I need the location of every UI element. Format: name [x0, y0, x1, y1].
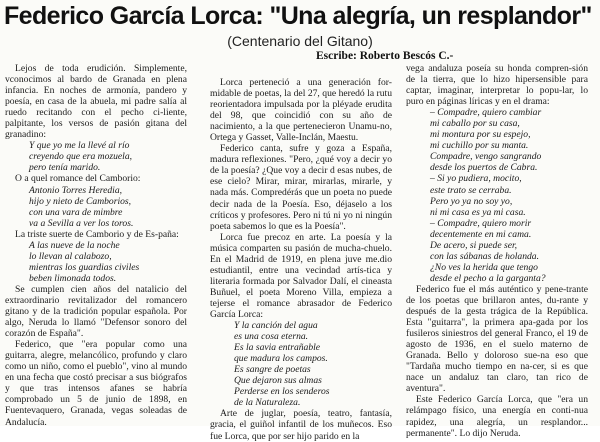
- paragraph: O a quel romance del Camborio:: [15, 173, 141, 185]
- article-column-3: [406, 63, 588, 439]
- verse-line: lo llevan al calabozo,: [29, 250, 112, 262]
- paragraph: Lorca fue precoz en arte. La poesía y la música comparten su pasión de mucha-chuelo. En el Madrid de 1919, en plena juve me.dio estudiantil, entre una vecindad artís-tica y literaria formada por Salvador Dalí, el cineasta Buñuel, el poeta Moreno Villa, empieza a tejerse el romance abrasador de Federico García Lorca:: [210, 231, 392, 320]
- verse-line: ni mi casa es ya mi casa.: [430, 206, 526, 218]
- paragraph: Arte de juglar, poesía, teatro, fantasía, gracia, el guiñol infantil de los muñecos. Eso fue Lorca, que por ser hijo parido en la: [210, 408, 392, 442]
- paragraph: Lorca perteneció a una generación for-midable de poetas, la del 27, que heredó la rutu reorientadora impulsada por la pléyade erudita del 98, que coincidió con su año de nacimiento, a la que pertenecieron Unamu-no, Ortega y Gasset, Valle-Inclán, Maestu.: [210, 77, 392, 144]
- verse-line: hijo y nieto de Camborios,: [29, 195, 132, 207]
- verse-line: con las sábanas de holanda.: [430, 250, 539, 262]
- verse-line: mi cuchillo por su manta.: [430, 140, 529, 152]
- subtitle: (Centenario del Gitano): [227, 33, 373, 49]
- verse-line: A las nueve de la noche: [29, 239, 120, 251]
- verse-line: – Compadre, quiero morir: [430, 217, 532, 229]
- verse-line: que madura los campos.: [234, 353, 328, 365]
- verse-line: va a Sevilla a ver los toros.: [29, 217, 134, 229]
- verse-line: desde los puertos de Cabra.: [430, 162, 538, 174]
- verse-line: mi caballo por su casa,: [430, 118, 520, 130]
- verse-line: Antonio Torres Heredia,: [29, 184, 123, 196]
- byline: Escribe: Roberto Bescós C.-: [316, 50, 454, 62]
- paragraph: La triste suerte de Camborio y de Es-paña:: [15, 228, 179, 240]
- paragraph: Se cumplen cien años del natalicio del extraordinario revitalizador del romancero gitano y de la tradición popular española. Por algo, Neruda lo llamó "Defensor sonoro del corazón de España".: [5, 283, 187, 340]
- verse-line: de la Naturaleza.: [234, 397, 301, 409]
- verse-line: con una vara de mimbre: [29, 206, 123, 218]
- verse-line: este trato se cerraba.: [430, 184, 512, 196]
- paragraph: Federico, que "era popular como una guitarra, alegre, melancólico, profundo y claro como un niño, como el pueblo", vino al mundo en una fecha que costó precisar a sus biógrafos y que tras intensos afanes se habría comprobado un 5 de junio de 1898, en Fuentevaquero, Granada, vegas soleadas de Andalucía.: [5, 339, 187, 428]
- verse-line: Compadre, vengo sangrando: [430, 151, 542, 163]
- article-column-2: [210, 77, 392, 442]
- paragraph: Lejos de toda erudición. Simplemente, vconocimos al bardo de Granada en plena infancia. En noches de armonía, pandero y poesía, en casa de la abuela, mi padre salía al ruedo recitando con el pecho ci-liente, palpitante, los versos de pasión gitana del granadino:: [5, 63, 187, 141]
- verse-line: Pero yo ya no soy yo,: [430, 195, 513, 207]
- verse-line: Es la savia entrañable: [234, 342, 321, 354]
- headline: Federico García Lorca: "Una alegría, un resplandor": [4, 2, 592, 30]
- verse-line: mi montura por su espejo,: [430, 129, 531, 141]
- verse-line: es una cosa eterna.: [234, 331, 309, 343]
- verse-line: Y la canción del agua: [234, 320, 318, 332]
- verse-line: Es sangre de poetas: [234, 364, 311, 376]
- verse-line: beben limonada todos.: [29, 272, 117, 284]
- article-column-1: [5, 63, 187, 428]
- paragraph: Federico fue el más auténtico y pene-trante de los poetas que brillaron antes, du-rante y después de la gesta trágica de la República. Esta "guitarra", la primera apa-gada por los fusileros siniestros del general Franco, el 19 de agosto de 1936, en el suelo materno de Granada. Bello y doloroso sue-na eso que "Tardaña mucho tiempo en na-cer, si es que nace un andaluz tan claro, tan rico de aventura".: [406, 283, 588, 395]
- paragraph: Federico canta, sufre y goza a España, madura reflexiones. "Pero, ¿qué voy a decir yo de la poesía? ¿Que voy a decir d esas nubes, de ese cielo? Mirar, mirar, mirarlas, mirarle, y nada más. Compredérás que un poeta no puede decir nada de la Poesía. Eso, déjaselo a los críticos y profesores. Pero ni tú ni yo ni ningún poeta sabemos lo que es la Poesía".: [210, 143, 392, 232]
- verse-line: creyendo que era mozuela,: [29, 151, 133, 163]
- verse-line: ¿No ves la herida que tengo: [430, 261, 538, 273]
- verse-line: Perderse en los senderos: [234, 386, 330, 398]
- verse-line: decentemente en mi cama.: [430, 228, 532, 240]
- verse-line: – Compadre, quiero cambiar: [430, 107, 542, 119]
- verse-line: mientras los guardias civiles: [29, 261, 140, 273]
- verse-line: De acero, si puede ser,: [430, 239, 518, 251]
- paragraph: Este Federico García Lorca, que "era un relámpago físico, una energía en conti-nua rapidez, una alegría, un resplandor... permanente". Lo dijo Neruda.: [406, 394, 588, 439]
- verse-line: pero tenía marido.: [29, 162, 101, 174]
- verse-line: – Si yo pudiera, mocito,: [430, 173, 522, 185]
- verse-line: Que dejaron sus almas: [234, 375, 322, 387]
- verse-line: Y que yo me la llevé al río: [29, 140, 130, 152]
- verse-line: desde el pecho a la garganta?: [430, 272, 546, 284]
- paragraph: vega andaluza poseía su honda compren-sión de la tierra, que lo hizo hipersensible para captar, imaginar, interpretar lo popu-lar, lo puro en páginas líricas y en el drama:: [406, 63, 588, 108]
